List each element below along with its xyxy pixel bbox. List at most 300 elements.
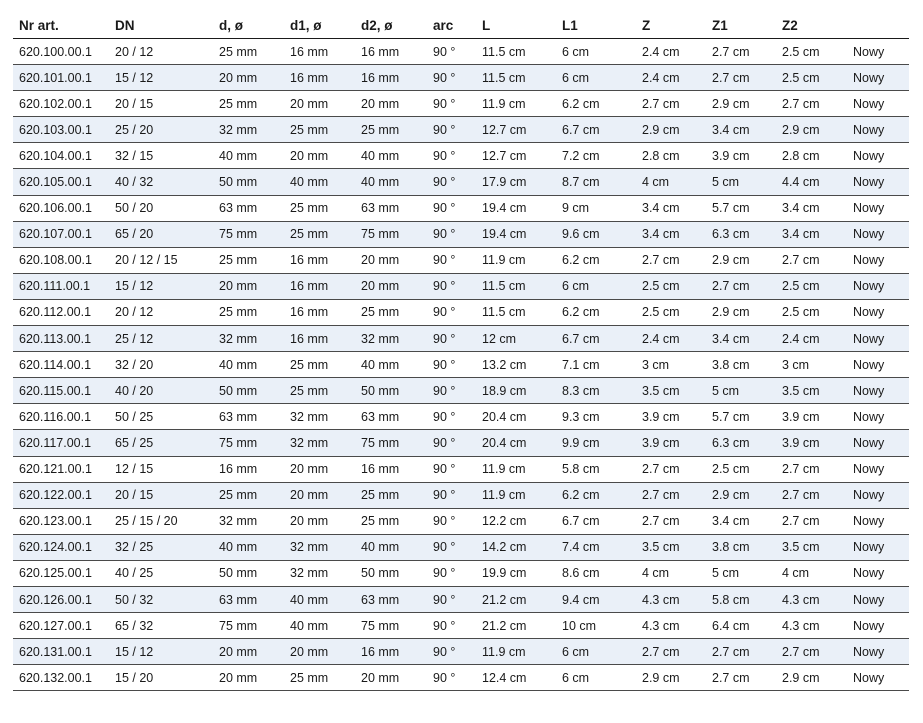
cell-d2: 40 mm	[355, 534, 427, 560]
cell-z: 2.9 cm	[636, 117, 706, 143]
header-d2: d2, ø	[355, 12, 427, 39]
cell-z1: 3.8 cm	[706, 534, 776, 560]
cell-z1: 6.4 cm	[706, 613, 776, 639]
cell-arc: 90 °	[427, 508, 476, 534]
cell-article-number: 620.132.00.1	[13, 665, 109, 691]
cell-article-number: 620.112.00.1	[13, 299, 109, 325]
cell-l: 19.9 cm	[476, 560, 556, 586]
cell-d2: 32 mm	[355, 326, 427, 352]
cell-dn: 50 / 20	[109, 195, 213, 221]
cell-l: 21.2 cm	[476, 613, 556, 639]
cell-status: Nowy	[847, 482, 909, 508]
table-row	[13, 273, 909, 299]
table-row	[13, 534, 909, 560]
cell-status: Nowy	[847, 143, 909, 169]
cell-z1: 2.9 cm	[706, 482, 776, 508]
cell-d: 32 mm	[213, 117, 284, 143]
cell-l1: 6.7 cm	[556, 508, 636, 534]
cell-z2: 2.8 cm	[776, 143, 847, 169]
cell-z2: 2.7 cm	[776, 639, 847, 665]
cell-d1: 20 mm	[284, 508, 355, 534]
cell-z: 2.7 cm	[636, 639, 706, 665]
cell-d: 32 mm	[213, 326, 284, 352]
cell-l1: 6.7 cm	[556, 326, 636, 352]
cell-z2: 2.5 cm	[776, 273, 847, 299]
cell-dn: 25 / 12	[109, 326, 213, 352]
cell-article-number: 620.114.00.1	[13, 352, 109, 378]
table-row	[13, 639, 909, 665]
cell-z2: 2.7 cm	[776, 482, 847, 508]
cell-d2: 20 mm	[355, 665, 427, 691]
cell-z1: 3.9 cm	[706, 143, 776, 169]
cell-article-number: 620.111.00.1	[13, 273, 109, 299]
cell-arc: 90 °	[427, 326, 476, 352]
cell-d1: 20 mm	[284, 639, 355, 665]
cell-l: 11.5 cm	[476, 65, 556, 91]
cell-article-number: 620.113.00.1	[13, 326, 109, 352]
cell-l1: 6 cm	[556, 665, 636, 691]
cell-l: 11.9 cm	[476, 482, 556, 508]
cell-arc: 90 °	[427, 221, 476, 247]
cell-d: 32 mm	[213, 508, 284, 534]
cell-z: 3.9 cm	[636, 404, 706, 430]
cell-z2: 3 cm	[776, 352, 847, 378]
cell-z1: 5 cm	[706, 378, 776, 404]
cell-status: Nowy	[847, 221, 909, 247]
cell-z2: 2.7 cm	[776, 508, 847, 534]
cell-z1: 3.4 cm	[706, 326, 776, 352]
cell-d1: 20 mm	[284, 456, 355, 482]
cell-l1: 6.2 cm	[556, 482, 636, 508]
cell-d2: 50 mm	[355, 378, 427, 404]
table-header-row	[13, 12, 909, 39]
cell-article-number: 620.105.00.1	[13, 169, 109, 195]
cell-d: 25 mm	[213, 247, 284, 273]
header-status	[847, 12, 909, 39]
cell-z: 3 cm	[636, 352, 706, 378]
cell-d: 25 mm	[213, 482, 284, 508]
cell-z: 3.5 cm	[636, 378, 706, 404]
cell-l1: 6.2 cm	[556, 247, 636, 273]
cell-d1: 16 mm	[284, 299, 355, 325]
cell-z1: 6.3 cm	[706, 430, 776, 456]
header-arc: arc	[427, 12, 476, 39]
table-row	[13, 195, 909, 221]
cell-dn: 40 / 32	[109, 169, 213, 195]
cell-dn: 20 / 12	[109, 299, 213, 325]
cell-article-number: 620.106.00.1	[13, 195, 109, 221]
header-l: L	[476, 12, 556, 39]
cell-l1: 6 cm	[556, 273, 636, 299]
cell-d: 50 mm	[213, 378, 284, 404]
cell-z: 3.5 cm	[636, 534, 706, 560]
cell-article-number: 620.126.00.1	[13, 586, 109, 612]
cell-arc: 90 °	[427, 378, 476, 404]
cell-article-number: 620.102.00.1	[13, 91, 109, 117]
header-z: Z	[636, 12, 706, 39]
cell-status: Nowy	[847, 273, 909, 299]
cell-status: Nowy	[847, 534, 909, 560]
cell-z2: 2.7 cm	[776, 91, 847, 117]
cell-l: 20.4 cm	[476, 430, 556, 456]
cell-z: 4 cm	[636, 169, 706, 195]
cell-z: 2.7 cm	[636, 91, 706, 117]
table-row	[13, 613, 909, 639]
cell-l: 12 cm	[476, 326, 556, 352]
cell-d2: 16 mm	[355, 456, 427, 482]
cell-l: 12.2 cm	[476, 508, 556, 534]
cell-d2: 75 mm	[355, 613, 427, 639]
cell-d2: 16 mm	[355, 39, 427, 65]
cell-l: 14.2 cm	[476, 534, 556, 560]
cell-l1: 6.2 cm	[556, 299, 636, 325]
cell-l: 11.5 cm	[476, 273, 556, 299]
table-row	[13, 404, 909, 430]
cell-status: Nowy	[847, 586, 909, 612]
cell-dn: 20 / 15	[109, 482, 213, 508]
cell-d1: 25 mm	[284, 378, 355, 404]
cell-l1: 6 cm	[556, 65, 636, 91]
cell-arc: 90 °	[427, 613, 476, 639]
cell-z2: 2.5 cm	[776, 299, 847, 325]
cell-l: 11.5 cm	[476, 299, 556, 325]
cell-z2: 4.3 cm	[776, 586, 847, 612]
table-row	[13, 665, 909, 691]
cell-dn: 32 / 20	[109, 352, 213, 378]
cell-article-number: 620.100.00.1	[13, 39, 109, 65]
cell-status: Nowy	[847, 665, 909, 691]
cell-d: 50 mm	[213, 560, 284, 586]
header-dn: DN	[109, 12, 213, 39]
cell-article-number: 620.123.00.1	[13, 508, 109, 534]
table-row	[13, 326, 909, 352]
cell-status: Nowy	[847, 430, 909, 456]
header-z1: Z1	[706, 12, 776, 39]
cell-dn: 15 / 12	[109, 273, 213, 299]
cell-l: 21.2 cm	[476, 586, 556, 612]
cell-arc: 90 °	[427, 195, 476, 221]
table-row	[13, 169, 909, 195]
cell-status: Nowy	[847, 378, 909, 404]
cell-l1: 7.4 cm	[556, 534, 636, 560]
cell-article-number: 620.104.00.1	[13, 143, 109, 169]
cell-d1: 25 mm	[284, 117, 355, 143]
cell-article-number: 620.107.00.1	[13, 221, 109, 247]
cell-l1: 6.2 cm	[556, 91, 636, 117]
cell-article-number: 620.108.00.1	[13, 247, 109, 273]
table-row	[13, 430, 909, 456]
cell-z2: 2.5 cm	[776, 39, 847, 65]
cell-d2: 20 mm	[355, 247, 427, 273]
cell-z1: 2.9 cm	[706, 299, 776, 325]
cell-d: 40 mm	[213, 352, 284, 378]
cell-l1: 8.3 cm	[556, 378, 636, 404]
cell-l: 20.4 cm	[476, 404, 556, 430]
cell-z2: 2.5 cm	[776, 65, 847, 91]
cell-dn: 65 / 32	[109, 613, 213, 639]
table-row	[13, 482, 909, 508]
cell-l: 11.5 cm	[476, 39, 556, 65]
cell-z1: 5.7 cm	[706, 404, 776, 430]
cell-d: 20 mm	[213, 665, 284, 691]
cell-l1: 7.2 cm	[556, 143, 636, 169]
cell-l1: 10 cm	[556, 613, 636, 639]
cell-article-number: 620.101.00.1	[13, 65, 109, 91]
cell-l1: 7.1 cm	[556, 352, 636, 378]
cell-arc: 90 °	[427, 352, 476, 378]
table-row	[13, 221, 909, 247]
table-body	[13, 39, 909, 691]
cell-z: 2.5 cm	[636, 299, 706, 325]
cell-l: 11.9 cm	[476, 91, 556, 117]
table-row	[13, 39, 909, 65]
cell-status: Nowy	[847, 639, 909, 665]
cell-dn: 32 / 15	[109, 143, 213, 169]
cell-l: 12.7 cm	[476, 143, 556, 169]
cell-arc: 90 °	[427, 273, 476, 299]
cell-d1: 25 mm	[284, 352, 355, 378]
cell-l1: 9.9 cm	[556, 430, 636, 456]
cell-status: Nowy	[847, 169, 909, 195]
cell-d1: 32 mm	[284, 404, 355, 430]
cell-d1: 20 mm	[284, 143, 355, 169]
cell-d2: 40 mm	[355, 143, 427, 169]
cell-d1: 40 mm	[284, 169, 355, 195]
cell-d2: 25 mm	[355, 482, 427, 508]
cell-article-number: 620.125.00.1	[13, 560, 109, 586]
cell-dn: 32 / 25	[109, 534, 213, 560]
table-row	[13, 117, 909, 143]
cell-z1: 2.9 cm	[706, 247, 776, 273]
cell-z: 2.4 cm	[636, 326, 706, 352]
cell-d2: 40 mm	[355, 352, 427, 378]
cell-d2: 20 mm	[355, 273, 427, 299]
cell-d1: 20 mm	[284, 482, 355, 508]
cell-z1: 3.4 cm	[706, 508, 776, 534]
cell-z1: 5.8 cm	[706, 586, 776, 612]
cell-d: 40 mm	[213, 143, 284, 169]
cell-dn: 25 / 20	[109, 117, 213, 143]
cell-status: Nowy	[847, 560, 909, 586]
cell-d: 20 mm	[213, 273, 284, 299]
cell-d1: 16 mm	[284, 65, 355, 91]
cell-z2: 3.4 cm	[776, 221, 847, 247]
cell-status: Nowy	[847, 117, 909, 143]
table-row	[13, 299, 909, 325]
cell-d2: 50 mm	[355, 560, 427, 586]
cell-d1: 40 mm	[284, 586, 355, 612]
cell-l: 19.4 cm	[476, 195, 556, 221]
cell-z1: 3.4 cm	[706, 117, 776, 143]
cell-dn: 20 / 12 / 15	[109, 247, 213, 273]
cell-l1: 9.3 cm	[556, 404, 636, 430]
cell-dn: 50 / 25	[109, 404, 213, 430]
cell-arc: 90 °	[427, 169, 476, 195]
cell-d1: 20 mm	[284, 91, 355, 117]
cell-z: 2.9 cm	[636, 665, 706, 691]
cell-d1: 25 mm	[284, 221, 355, 247]
cell-d: 40 mm	[213, 534, 284, 560]
cell-d: 25 mm	[213, 299, 284, 325]
cell-z1: 3.8 cm	[706, 352, 776, 378]
cell-z: 4.3 cm	[636, 613, 706, 639]
cell-d: 75 mm	[213, 221, 284, 247]
cell-status: Nowy	[847, 247, 909, 273]
cell-d1: 16 mm	[284, 39, 355, 65]
cell-dn: 15 / 12	[109, 639, 213, 665]
cell-z: 2.8 cm	[636, 143, 706, 169]
cell-z: 3.4 cm	[636, 195, 706, 221]
cell-status: Nowy	[847, 65, 909, 91]
cell-l1: 8.7 cm	[556, 169, 636, 195]
cell-d: 75 mm	[213, 613, 284, 639]
cell-d2: 63 mm	[355, 195, 427, 221]
cell-article-number: 620.117.00.1	[13, 430, 109, 456]
cell-arc: 90 °	[427, 299, 476, 325]
cell-z: 2.7 cm	[636, 482, 706, 508]
cell-z1: 2.7 cm	[706, 639, 776, 665]
cell-l1: 8.6 cm	[556, 560, 636, 586]
table-row	[13, 378, 909, 404]
cell-z1: 5 cm	[706, 560, 776, 586]
cell-l1: 9.4 cm	[556, 586, 636, 612]
cell-l: 11.9 cm	[476, 639, 556, 665]
cell-d: 20 mm	[213, 65, 284, 91]
cell-status: Nowy	[847, 613, 909, 639]
table-row	[13, 91, 909, 117]
cell-l1: 6 cm	[556, 639, 636, 665]
cell-d1: 32 mm	[284, 430, 355, 456]
header-z2: Z2	[776, 12, 847, 39]
cell-d2: 20 mm	[355, 91, 427, 117]
cell-article-number: 620.116.00.1	[13, 404, 109, 430]
cell-status: Nowy	[847, 508, 909, 534]
cell-article-number: 620.121.00.1	[13, 456, 109, 482]
cell-article-number: 620.124.00.1	[13, 534, 109, 560]
cell-dn: 50 / 32	[109, 586, 213, 612]
cell-z2: 2.9 cm	[776, 117, 847, 143]
cell-arc: 90 °	[427, 404, 476, 430]
cell-z2: 3.5 cm	[776, 378, 847, 404]
cell-d1: 16 mm	[284, 273, 355, 299]
cell-d1: 40 mm	[284, 613, 355, 639]
cell-d2: 16 mm	[355, 639, 427, 665]
cell-d: 16 mm	[213, 456, 284, 482]
cell-z2: 2.4 cm	[776, 326, 847, 352]
cell-status: Nowy	[847, 352, 909, 378]
cell-z: 4 cm	[636, 560, 706, 586]
table-row	[13, 65, 909, 91]
cell-arc: 90 °	[427, 586, 476, 612]
cell-l: 11.9 cm	[476, 456, 556, 482]
cell-l: 18.9 cm	[476, 378, 556, 404]
cell-z: 2.7 cm	[636, 456, 706, 482]
cell-z: 3.9 cm	[636, 430, 706, 456]
cell-d1: 16 mm	[284, 326, 355, 352]
cell-z2: 4.4 cm	[776, 169, 847, 195]
cell-z1: 2.7 cm	[706, 273, 776, 299]
cell-z1: 2.7 cm	[706, 665, 776, 691]
cell-z2: 3.5 cm	[776, 534, 847, 560]
cell-status: Nowy	[847, 456, 909, 482]
cell-d2: 63 mm	[355, 404, 427, 430]
product-spec-table	[13, 12, 909, 691]
product-table-container	[13, 12, 909, 691]
cell-dn: 15 / 12	[109, 65, 213, 91]
cell-arc: 90 °	[427, 482, 476, 508]
cell-arc: 90 °	[427, 117, 476, 143]
cell-z1: 2.5 cm	[706, 456, 776, 482]
cell-d: 50 mm	[213, 169, 284, 195]
table-row	[13, 456, 909, 482]
cell-article-number: 620.103.00.1	[13, 117, 109, 143]
cell-l1: 6.7 cm	[556, 117, 636, 143]
cell-l: 12.4 cm	[476, 665, 556, 691]
cell-status: Nowy	[847, 39, 909, 65]
cell-dn: 20 / 12	[109, 39, 213, 65]
cell-arc: 90 °	[427, 456, 476, 482]
header-article-number: Nr art.	[13, 12, 109, 39]
cell-z2: 2.7 cm	[776, 456, 847, 482]
cell-d: 75 mm	[213, 430, 284, 456]
cell-l: 11.9 cm	[476, 247, 556, 273]
cell-status: Nowy	[847, 299, 909, 325]
cell-status: Nowy	[847, 326, 909, 352]
cell-d1: 25 mm	[284, 195, 355, 221]
cell-z: 2.4 cm	[636, 39, 706, 65]
cell-d: 63 mm	[213, 586, 284, 612]
header-d: d, ø	[213, 12, 284, 39]
cell-z: 2.4 cm	[636, 65, 706, 91]
table-row	[13, 143, 909, 169]
table-row	[13, 508, 909, 534]
cell-arc: 90 °	[427, 430, 476, 456]
cell-d: 63 mm	[213, 195, 284, 221]
header-l1: L1	[556, 12, 636, 39]
cell-z: 3.4 cm	[636, 221, 706, 247]
cell-article-number: 620.127.00.1	[13, 613, 109, 639]
cell-z1: 2.9 cm	[706, 91, 776, 117]
table-row	[13, 586, 909, 612]
cell-z2: 4 cm	[776, 560, 847, 586]
cell-d1: 16 mm	[284, 247, 355, 273]
cell-z: 2.5 cm	[636, 273, 706, 299]
cell-d1: 32 mm	[284, 534, 355, 560]
cell-arc: 90 °	[427, 65, 476, 91]
cell-dn: 40 / 20	[109, 378, 213, 404]
header-d1: d1, ø	[284, 12, 355, 39]
cell-arc: 90 °	[427, 534, 476, 560]
cell-d: 63 mm	[213, 404, 284, 430]
cell-d1: 32 mm	[284, 560, 355, 586]
cell-dn: 65 / 20	[109, 221, 213, 247]
cell-arc: 90 °	[427, 665, 476, 691]
cell-z1: 5.7 cm	[706, 195, 776, 221]
cell-d2: 25 mm	[355, 508, 427, 534]
cell-z1: 2.7 cm	[706, 39, 776, 65]
cell-z1: 2.7 cm	[706, 65, 776, 91]
table-row	[13, 352, 909, 378]
cell-article-number: 620.122.00.1	[13, 482, 109, 508]
cell-dn: 40 / 25	[109, 560, 213, 586]
cell-arc: 90 °	[427, 639, 476, 665]
cell-d2: 75 mm	[355, 221, 427, 247]
cell-z2: 2.7 cm	[776, 247, 847, 273]
cell-d2: 75 mm	[355, 430, 427, 456]
cell-z: 2.7 cm	[636, 247, 706, 273]
cell-z: 4.3 cm	[636, 586, 706, 612]
cell-z2: 4.3 cm	[776, 613, 847, 639]
